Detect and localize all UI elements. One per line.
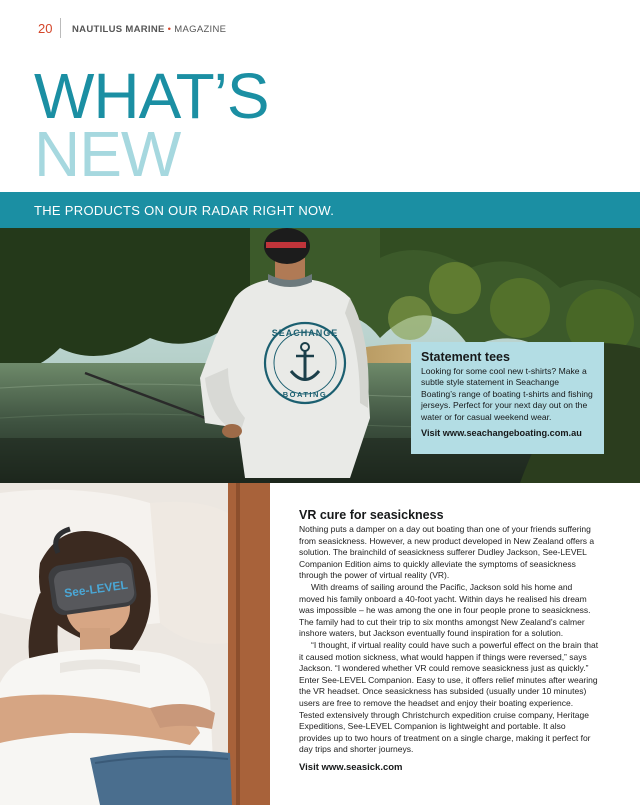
title-line-1: WHAT’S — [34, 60, 269, 132]
tees-body: Looking for some cool new t-shirts? Make a subtle style statement in Seachange Boating’s range of boating t-shirts and fishing jerseys. Perfect for your next day out on the water or for casual weekend wear. — [421, 366, 593, 422]
vr-article — [299, 508, 599, 773]
headset-label: See-LEVEL — [63, 577, 129, 601]
magazine-title — [72, 24, 226, 35]
vr-paragraph-1: Nothing puts a damper on a day out boating than one of your friends suffering from seasickness. However, a new product developed in New Zealand offers a solution. The brainchild of seasickness sufferer Dudley Jackson, See-LEVEL Companion Edition aims to quickly alleviate the symptoms of seasickness through the power of virtual reality (VR). — [299, 524, 595, 581]
vr-illustration — [0, 483, 270, 805]
statement-tees-card — [411, 342, 604, 454]
banner-text: THE PRODUCTS ON OUR RADAR RIGHT NOW. — [34, 203, 335, 218]
shirt-logo-bottom: BOATING — [282, 390, 328, 399]
tees-link[interactable]: Visit www.seachangeboating.com.au — [421, 428, 582, 439]
header-separator: • — [167, 24, 172, 35]
shirt-logo-top: SEACHANGE — [271, 328, 339, 338]
vr-paragraph-2: With dreams of sailing around the Pacific, Jackson sold his home and moved his family onboard a 40-foot yacht. Within days he realised his dream was impossible – he was among the one in four people prone to seasickness. The family had to cut their trip to six months amongst New Zealand’s calmer inshore waters, but Jackson eventually found inspiration for a solution. — [299, 581, 591, 639]
tees-heading: Statement tees — [421, 350, 510, 364]
vr-link[interactable]: Visit www.seasick.com — [299, 761, 403, 773]
magazine-brand: NAUTILUS MARINE — [72, 24, 165, 35]
vr-paragraph-3: “I thought, if virtual reality could have such a powerful effect on the brain that it caused motion sickness, what would happen if things were reversed,” says Jackson. “I wondered whether VR could remove seasickness just as quickly.” Enter See-LEVEL Companion. Easy to use, it offers relief minutes after wearing the VR headset. Once seasickness has subsided (usually under 10 minutes) users are free to remove the headset and enjoy their boating experience. Tested extensively through Christchurch expedition cruise company, Heritage Expeditions, See-LEVEL Companion is lightweight and portable. It also provides up to two hours of treatment on a single charge, making it perfect for day trips and shorter journeys. — [299, 639, 599, 755]
section-banner — [0, 192, 640, 228]
page-header — [0, 0, 640, 50]
magazine-section: MAGAZINE — [174, 24, 227, 35]
page-number: 20 — [38, 21, 53, 36]
header-divider — [60, 18, 61, 38]
title-line-2: NEW — [34, 118, 181, 190]
vr-heading: VR cure for seasickness — [299, 508, 444, 522]
vr-photo — [0, 483, 270, 805]
